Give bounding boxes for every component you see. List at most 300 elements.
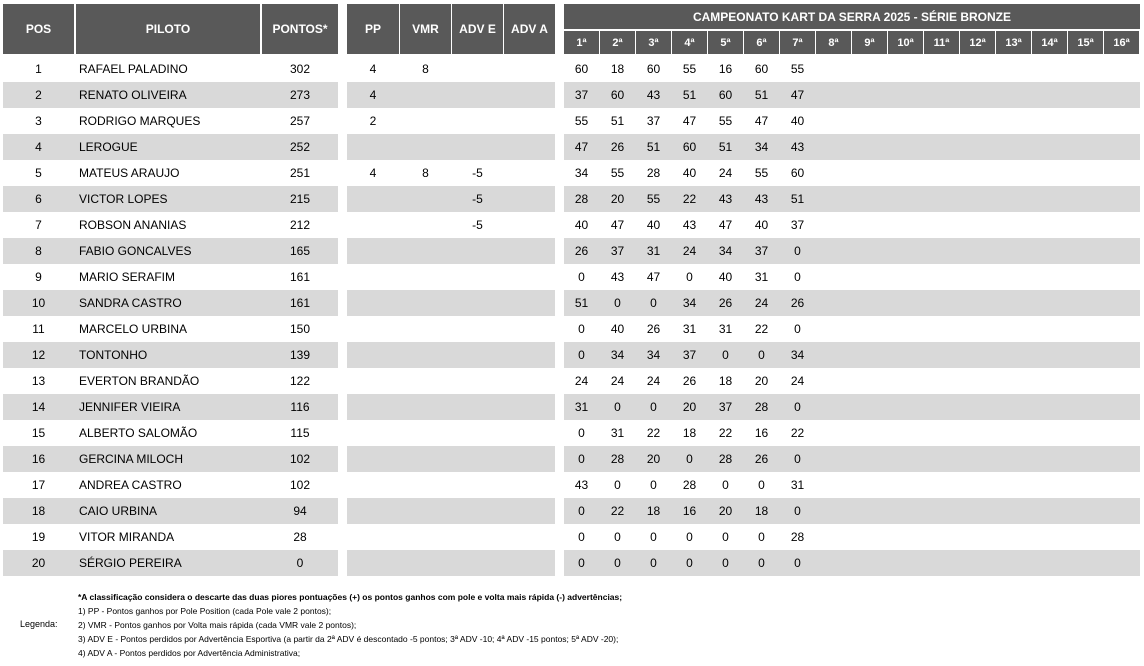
row-pos: 6 — [35, 192, 42, 206]
row-race-2: 43 — [610, 270, 625, 284]
race-header-10: 10ª — [888, 31, 923, 54]
row-piloto: MARIO SERAFIM — [79, 270, 176, 284]
row-adv-a — [504, 160, 555, 186]
row-pp — [347, 290, 399, 316]
race-header-8: 8ª — [816, 31, 851, 54]
row-vmr — [400, 316, 451, 342]
row-adv-a — [504, 212, 555, 238]
row-pontos: 251 — [289, 166, 311, 180]
row-pontos: 257 — [289, 114, 311, 128]
row-race-3: 18 — [646, 504, 661, 518]
row-race-6: 24 — [754, 296, 769, 310]
row-race-2: 31 — [610, 426, 625, 440]
row-race-3: 34 — [646, 348, 661, 362]
row-adv-e — [452, 316, 503, 342]
row-race-2: 18 — [610, 62, 625, 76]
row-vmr — [400, 108, 451, 134]
row-piloto: MATEUS ARAUJO — [79, 166, 180, 180]
row-race-1: 26 — [574, 244, 589, 258]
row-race-4: 22 — [682, 192, 697, 206]
row-race-1: 47 — [574, 140, 589, 154]
row-piloto: ROBSON ANANIAS — [79, 218, 187, 232]
row-race-2: 22 — [610, 504, 625, 518]
row-race-5: 0 — [722, 348, 729, 362]
row-piloto: VICTOR LOPES — [79, 192, 168, 206]
row-race-6: 60 — [754, 62, 769, 76]
row-race-3: 47 — [646, 270, 661, 284]
row-pos: 12 — [31, 348, 46, 362]
race-header-3: 3ª — [636, 31, 671, 54]
row-race-1: 60 — [574, 62, 589, 76]
row-adv-e — [452, 368, 503, 394]
row-vmr — [400, 524, 451, 550]
row-race-5: 43 — [718, 192, 733, 206]
row-vmr — [400, 264, 451, 290]
row-race-2: 28 — [610, 452, 625, 466]
row-vmr — [400, 394, 451, 420]
row-piloto: EVERTON BRANDÃO — [79, 374, 200, 388]
row-race-2: 47 — [610, 218, 625, 232]
race-header-9: 9ª — [852, 31, 887, 54]
header-pp: PP — [347, 4, 399, 54]
row-pos: 3 — [35, 114, 42, 128]
row-adv-a — [504, 134, 555, 160]
row-pp — [347, 212, 399, 238]
row-race-3: 37 — [646, 114, 661, 128]
row-pontos: 116 — [290, 400, 310, 414]
row-pos: 7 — [35, 218, 42, 232]
row-race-5: 22 — [718, 426, 733, 440]
row-pos: 14 — [31, 400, 46, 414]
row-race-7: 26 — [790, 296, 805, 310]
row-race-6: 37 — [754, 244, 769, 258]
row-race-1: 40 — [574, 218, 589, 232]
row-piloto: CAIO URBINA — [79, 504, 158, 518]
row-vmr — [400, 498, 451, 524]
row-race-7: 0 — [794, 400, 801, 414]
row-pp — [347, 394, 399, 420]
row-race-7: 37 — [790, 218, 805, 232]
row-race-4: 28 — [682, 478, 697, 492]
row-adv-a — [504, 290, 555, 316]
row-pos: 15 — [31, 426, 46, 440]
row-adv-a — [504, 446, 555, 472]
row-race-2: 40 — [610, 322, 625, 336]
row-pp — [347, 368, 399, 394]
row-race-1: 43 — [574, 478, 589, 492]
row-adv-e: -5 — [472, 166, 483, 180]
row-race-2: 37 — [610, 244, 625, 258]
row-adv-a — [504, 524, 555, 550]
row-race-6: 0 — [758, 348, 765, 362]
row-race-6: 31 — [754, 270, 769, 284]
row-piloto: RENATO OLIVEIRA — [79, 88, 187, 102]
row-adv-e: -5 — [472, 192, 483, 206]
row-race-5: 24 — [718, 166, 733, 180]
row-race-7: 0 — [794, 504, 801, 518]
row-pp — [347, 316, 399, 342]
row-race-7: 0 — [794, 322, 801, 336]
row-race-4: 18 — [682, 426, 697, 440]
row-adv-e — [452, 56, 503, 82]
row-pp — [347, 264, 399, 290]
row-pontos: 28 — [293, 530, 307, 544]
header-pos: POS — [3, 4, 74, 54]
row-pp — [347, 420, 399, 446]
row-race-5: 28 — [718, 452, 733, 466]
row-pontos: 122 — [289, 374, 311, 388]
row-race-5: 26 — [718, 296, 733, 310]
row-adv-a — [504, 186, 555, 212]
row-race-7: 0 — [794, 556, 801, 570]
row-race-3: 24 — [646, 374, 661, 388]
row-race-7: 43 — [790, 140, 805, 154]
row-vmr — [400, 550, 451, 576]
row-race-6: 55 — [754, 166, 769, 180]
row-race-7: 0 — [794, 452, 801, 466]
race-header-16: 16ª — [1104, 31, 1139, 54]
row-race-1: 34 — [574, 166, 589, 180]
row-pos: 8 — [35, 244, 42, 258]
row-adv-e — [452, 82, 503, 108]
header-adv-a: ADV A — [504, 4, 555, 54]
row-race-2: 55 — [610, 166, 625, 180]
row-race-2: 24 — [610, 374, 625, 388]
row-race-2: 0 — [614, 400, 621, 414]
row-pp — [347, 472, 399, 498]
row-pos: 13 — [31, 374, 46, 388]
row-race-5: 37 — [718, 400, 733, 414]
row-adv-a — [504, 82, 555, 108]
row-race-3: 0 — [650, 400, 657, 414]
row-race-6: 28 — [754, 400, 769, 414]
row-race-5: 0 — [722, 478, 729, 492]
row-race-4: 0 — [686, 270, 693, 284]
row-race-5: 16 — [718, 62, 733, 76]
row-pontos: 161 — [289, 296, 311, 310]
row-race-2: 51 — [610, 114, 625, 128]
row-adv-e — [452, 420, 503, 446]
row-race-5: 47 — [718, 218, 733, 232]
row-adv-e — [452, 550, 503, 576]
row-race-4: 31 — [682, 322, 697, 336]
row-vmr — [400, 446, 451, 472]
row-piloto: FABIO GONCALVES — [79, 244, 192, 258]
row-pontos: 273 — [289, 88, 311, 102]
row-race-7: 24 — [790, 374, 805, 388]
row-race-4: 55 — [682, 62, 697, 76]
row-vmr: 8 — [422, 166, 429, 180]
row-pontos: 150 — [289, 322, 311, 336]
row-pontos: 252 — [289, 140, 311, 154]
row-race-3: 60 — [646, 62, 661, 76]
row-race-4: 26 — [682, 374, 697, 388]
row-pos: 20 — [31, 556, 46, 570]
race-header-1: 1ª — [564, 31, 599, 54]
row-pontos: 302 — [289, 62, 311, 76]
row-race-3: 40 — [646, 218, 661, 232]
row-vmr — [400, 82, 451, 108]
row-race-7: 0 — [794, 270, 801, 284]
row-vmr — [400, 212, 451, 238]
row-piloto: VITOR MIRANDA — [79, 530, 175, 544]
row-race-3: 22 — [646, 426, 661, 440]
row-pos: 1 — [35, 62, 42, 76]
row-race-6: 16 — [754, 426, 769, 440]
row-adv-a — [504, 108, 555, 134]
row-race-7: 55 — [790, 62, 805, 76]
race-header-6: 6ª — [744, 31, 779, 54]
championship-title: CAMPEONATO KART DA SERRA 2025 - SÉRIE BRONZE — [564, 4, 1140, 29]
row-piloto: RAFAEL PALADINO — [79, 62, 188, 76]
row-adv-e: -5 — [472, 218, 483, 232]
row-race-1: 0 — [578, 426, 585, 440]
row-adv-a — [504, 394, 555, 420]
row-pp — [347, 342, 399, 368]
row-race-6: 34 — [754, 140, 769, 154]
race-header-5: 5ª — [708, 31, 743, 54]
row-race-6: 0 — [758, 556, 765, 570]
row-piloto: ANDREA CASTRO — [79, 478, 182, 492]
row-vmr — [400, 368, 451, 394]
row-race-2: 0 — [614, 478, 621, 492]
row-vmr — [400, 238, 451, 264]
row-race-5: 51 — [718, 140, 733, 154]
row-race-6: 0 — [758, 530, 765, 544]
row-race-6: 40 — [754, 218, 769, 232]
row-pontos: 139 — [289, 348, 311, 362]
row-pontos: 212 — [289, 218, 311, 232]
row-pp: 4 — [369, 62, 377, 76]
legend — [78, 590, 622, 660]
row-race-5: 60 — [718, 88, 733, 102]
row-race-5: 34 — [718, 244, 733, 258]
legend-item-2: 2) VMR - Pontos ganhos por Volta mais rápida (cada VMR vale 2 pontos); — [78, 620, 357, 630]
header-adv-e: ADV E — [452, 4, 503, 54]
row-vmr — [400, 342, 451, 368]
row-pos: 18 — [31, 504, 46, 518]
row-race-3: 51 — [646, 140, 661, 154]
row-race-2: 20 — [610, 192, 625, 206]
row-race-7: 0 — [794, 244, 801, 258]
row-race-7: 40 — [790, 114, 805, 128]
row-piloto: JENNIFER VIEIRA — [79, 400, 181, 414]
row-pp — [347, 498, 399, 524]
row-adv-e — [452, 524, 503, 550]
race-header-7: 7ª — [780, 31, 815, 54]
legend-item-4: 4) ADV A - Pontos perdidos por Advertência Administrativa; — [78, 648, 301, 658]
row-adv-a — [504, 550, 555, 576]
row-race-4: 20 — [682, 400, 697, 414]
row-race-6: 43 — [754, 192, 769, 206]
row-race-5: 40 — [718, 270, 733, 284]
row-race-3: 0 — [650, 296, 657, 310]
row-adv-a — [504, 238, 555, 264]
row-race-5: 18 — [718, 374, 733, 388]
row-pontos: 115 — [290, 426, 310, 440]
row-adv-e — [452, 134, 503, 160]
row-race-1: 24 — [574, 374, 589, 388]
row-pos: 5 — [35, 166, 42, 180]
row-race-4: 0 — [686, 530, 693, 544]
row-race-6: 47 — [754, 114, 769, 128]
row-race-2: 34 — [610, 348, 625, 362]
row-pontos: 94 — [293, 504, 307, 518]
row-race-3: 31 — [646, 244, 661, 258]
row-pos: 4 — [35, 140, 42, 154]
row-race-6: 18 — [754, 504, 769, 518]
row-adv-a — [504, 368, 555, 394]
row-vmr — [400, 290, 451, 316]
row-adv-e — [452, 290, 503, 316]
header-vmr: VMR — [400, 4, 451, 54]
row-race-1: 55 — [574, 114, 589, 128]
row-race-6: 0 — [758, 478, 765, 492]
row-race-1: 0 — [578, 322, 585, 336]
race-header-11: 11ª — [924, 31, 959, 54]
row-race-7: 28 — [790, 530, 805, 544]
row-race-3: 0 — [650, 556, 657, 570]
row-race-1: 0 — [578, 556, 585, 570]
row-race-4: 34 — [682, 296, 697, 310]
row-race-6: 51 — [754, 88, 769, 102]
row-adv-a — [504, 56, 555, 82]
row-piloto: TONTONHO — [79, 348, 148, 362]
row-adv-a — [504, 420, 555, 446]
row-adv-a — [504, 472, 555, 498]
row-race-4: 43 — [682, 218, 697, 232]
row-pp — [347, 238, 399, 264]
row-pp — [347, 446, 399, 472]
row-race-5: 55 — [718, 114, 733, 128]
row-adv-a — [504, 498, 555, 524]
row-race-6: 22 — [754, 322, 769, 336]
row-race-2: 26 — [610, 140, 625, 154]
row-race-1: 0 — [578, 452, 585, 466]
row-race-4: 37 — [682, 348, 697, 362]
row-race-1: 0 — [578, 270, 585, 284]
row-race-3: 0 — [650, 478, 657, 492]
row-race-3: 20 — [646, 452, 661, 466]
row-vmr — [400, 420, 451, 446]
legend-label: Legenda: — [20, 619, 58, 629]
row-race-4: 0 — [686, 556, 693, 570]
row-adv-a — [504, 342, 555, 368]
race-header-2: 2ª — [600, 31, 635, 54]
row-pontos: 102 — [289, 452, 311, 466]
row-pp: 4 — [369, 88, 377, 102]
row-race-1: 31 — [574, 400, 589, 414]
row-race-1: 0 — [578, 348, 585, 362]
row-adv-e — [452, 498, 503, 524]
row-pp: 2 — [369, 114, 377, 128]
row-pos: 17 — [31, 478, 46, 492]
row-pos: 2 — [35, 88, 42, 102]
row-race-4: 47 — [682, 114, 697, 128]
header-pontos: PONTOS* — [262, 4, 338, 54]
row-race-3: 43 — [646, 88, 661, 102]
row-piloto: SÉRGIO PEREIRA — [79, 556, 182, 570]
row-pontos: 215 — [289, 192, 311, 206]
race-header-14: 14ª — [1032, 31, 1067, 54]
row-race-4: 24 — [682, 244, 697, 258]
race-header-15: 15ª — [1068, 31, 1103, 54]
row-race-1: 0 — [578, 530, 585, 544]
row-pontos: 102 — [289, 478, 311, 492]
row-pontos: 0 — [296, 556, 304, 570]
row-pp — [347, 524, 399, 550]
row-race-5: 0 — [722, 556, 729, 570]
legend-item-3: 3) ADV E - Pontos perdidos por Advertência Esportiva (a partir da 2ª ADV é descontado -5 pontos; 3ª ADV -10; 4ª ADV -15 pontos; 5ª ADV -20); — [78, 634, 619, 644]
row-race-1: 37 — [574, 88, 589, 102]
row-race-4: 40 — [682, 166, 697, 180]
row-race-2: 0 — [614, 556, 621, 570]
row-race-1: 51 — [574, 296, 589, 310]
row-race-5: 20 — [718, 504, 733, 518]
row-pos: 9 — [35, 270, 42, 284]
row-race-5: 31 — [718, 322, 733, 336]
row-adv-a — [504, 264, 555, 290]
race-header-12: 12ª — [960, 31, 995, 54]
row-race-3: 55 — [646, 192, 661, 206]
row-vmr — [400, 186, 451, 212]
row-piloto: LEROGUE — [79, 140, 138, 154]
row-vmr — [400, 134, 451, 160]
row-race-1: 0 — [578, 504, 585, 518]
row-adv-e — [452, 446, 503, 472]
row-piloto: GERCINA MILOCH — [79, 452, 184, 466]
row-race-7: 31 — [790, 478, 805, 492]
row-race-7: 22 — [790, 426, 805, 440]
row-pos: 11 — [32, 322, 45, 336]
row-race-7: 47 — [790, 88, 805, 102]
row-race-4: 16 — [682, 504, 697, 518]
row-adv-e — [452, 472, 503, 498]
row-race-2: 0 — [614, 530, 621, 544]
row-race-4: 51 — [682, 88, 697, 102]
row-pos: 10 — [31, 296, 46, 310]
row-pos: 16 — [31, 452, 46, 466]
row-race-1: 28 — [574, 192, 589, 206]
row-vmr: 8 — [422, 62, 429, 76]
row-piloto: ALBERTO SALOMÃO — [79, 426, 198, 440]
row-pp — [347, 134, 399, 160]
race-header-13: 13ª — [996, 31, 1031, 54]
row-pp — [347, 550, 399, 576]
legend-note: *A classificação considera o descarte das duas piores pontuações (+) os pontos ganhos com pole e volta mais rápida (-) advertências; — [78, 592, 623, 602]
row-pp: 4 — [369, 166, 377, 180]
row-piloto: RODRIGO MARQUES — [79, 114, 201, 128]
legend-item-1: 1) PP - Pontos ganhos por Pole Position (cada Pole vale 2 pontos); — [78, 606, 332, 616]
row-adv-e — [452, 264, 503, 290]
row-adv-e — [452, 108, 503, 134]
row-race-5: 0 — [722, 530, 729, 544]
row-pontos: 161 — [289, 270, 311, 284]
row-race-2: 0 — [614, 296, 621, 310]
row-piloto: SANDRA CASTRO — [79, 296, 182, 310]
row-vmr — [400, 472, 451, 498]
row-race-3: 28 — [646, 166, 661, 180]
race-header-4: 4ª — [672, 31, 707, 54]
row-pontos: 165 — [289, 244, 311, 258]
row-pos: 19 — [31, 530, 46, 544]
row-adv-e — [452, 238, 503, 264]
row-race-6: 20 — [754, 374, 769, 388]
row-race-3: 0 — [650, 530, 657, 544]
row-pp — [347, 186, 399, 212]
row-race-7: 51 — [790, 192, 805, 206]
row-race-7: 34 — [790, 348, 805, 362]
